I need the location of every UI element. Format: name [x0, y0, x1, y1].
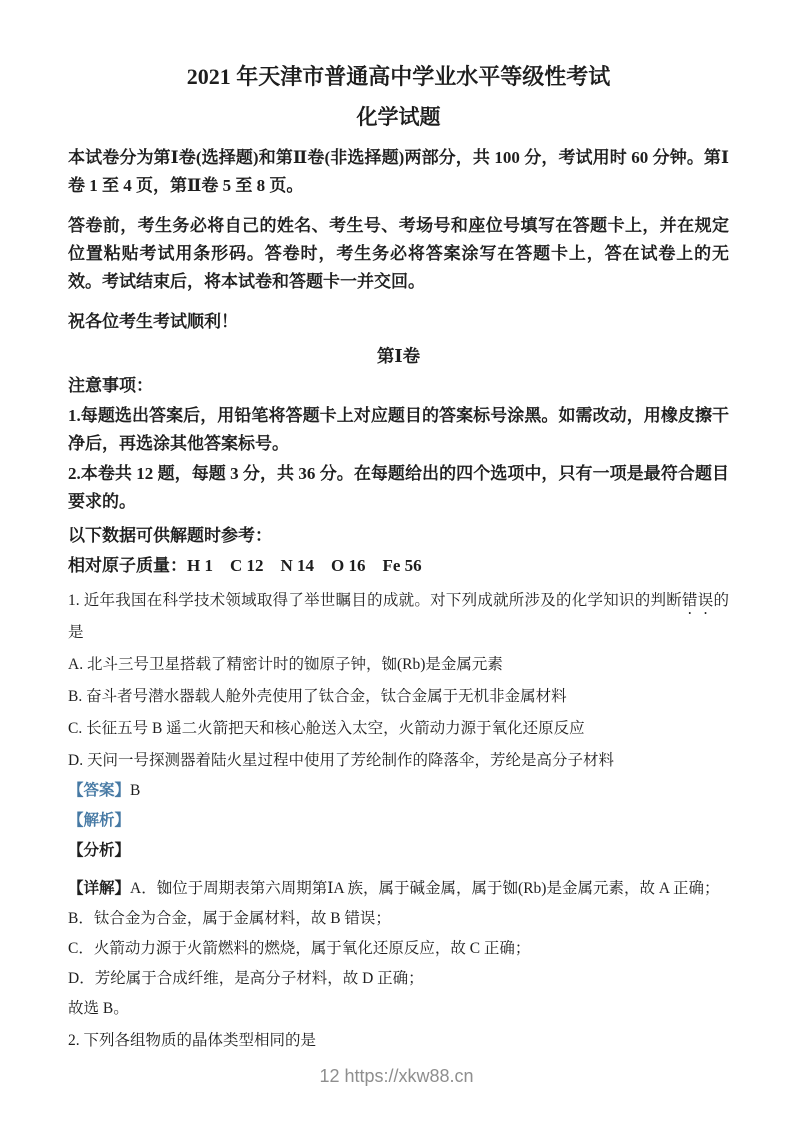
question-1-option-a: A. 北斗三号卫星搭载了精密计时的铷原子钟，铷(Rb)是金属元素: [68, 656, 503, 673]
answer-value: B: [130, 782, 141, 799]
intro-paragraph-answer-sheet-rules: 答卷前，考生务必将自己的姓名、考生号、考场号和座位号填写在答题卡上，并在规定位置粘贴考试用条形码。答卷时，考生务必将答案涂写在答题卡上，答在试卷上的无效。考试结束后，将本试卷和答题卡一并交回。: [68, 216, 729, 291]
detail-text-a: A．铷位于周期表第六周期第ⅠA 族，属于碱金属，属于铷(Rb)是金属元素，故 A 正确；: [130, 880, 720, 897]
detail-label: 【详解】: [68, 880, 131, 897]
notice-item-2: 2.本卷共 12 题，每题 3 分，共 36 分。在每题给出的四个选项中，只有一项是最符合题目要求的。: [68, 464, 729, 511]
notice-title: 注意事项：: [68, 376, 153, 395]
question-2-stem: 2. 下列各组物质的晶体类型相同的是: [68, 1032, 317, 1049]
question-1-stem: [68, 586, 729, 648]
detail-line-c: C．火箭动力源于火箭燃料的燃烧，属于氧化还原反应，故 C 正确；: [68, 940, 531, 957]
notice-item-1: 1.每题选出答案后，用铅笔将答题卡上对应题目的答案标号涂黑。如需改动，用橡皮擦干净后，再选涂其他答案标号。: [68, 406, 729, 453]
detail-line-b: B．钛合金为合金，属于金属材料，故 B 错误；: [68, 910, 391, 927]
answer-line: [68, 776, 729, 806]
question-1-stem-pre: 1. 近年我国在科学技术领域取得了举世瞩目的成就。对下列成就所涉及的化学知识的判断: [68, 592, 682, 609]
reference-note: 以下数据可供解题时参考：: [68, 526, 272, 545]
question-1: [68, 586, 729, 776]
doc-subtitle: 化学试题: [356, 105, 441, 129]
analysis-section-label-line: [68, 806, 729, 836]
question-1-stem-emphasis: 错误: [681, 592, 714, 609]
intro-paragraph-exam-structure: 本试卷分为第Ⅰ卷(选择题)和第Ⅱ卷(非选择题)两部分，共 100 分，考试用时 60 分钟。第Ⅰ卷 1 至 4 页，第Ⅱ卷 5 至 8 页。: [68, 148, 729, 195]
document-content: [68, 62, 729, 1056]
conclusion-line: 故选 B。: [68, 1000, 129, 1017]
page-title: 2021 年天津市普通高中学业水平等级性考试: [186, 64, 611, 89]
question-1-stem-post: 的是: [68, 592, 729, 641]
intro-paragraph-good-luck: 祝各位考生考试顺利！: [68, 312, 238, 331]
detail-line-d: D．芳纶属于合成纤维，是高分子材料，故 D 正确；: [68, 970, 424, 987]
section-heading-volume-1: 第Ⅰ卷: [376, 346, 421, 366]
fenxi-label-line: [68, 836, 729, 866]
question-1-option-b: B. 奋斗者号潜水器载人舱外壳使用了钛合金，钛合金属于无机非金属材料: [68, 688, 567, 705]
fenxi-label: 【分析】: [68, 842, 131, 859]
jiexi-label: 【解析】: [68, 812, 131, 829]
page-footer-watermark: 12 https://xkw88.cn: [319, 1066, 474, 1086]
detail-line-a: [68, 874, 729, 904]
question-1-option-c: C. 长征五号 B 遥二火箭把天和核心舱送入太空，火箭动力源于氧化还原反应: [68, 720, 585, 737]
answer-block-question-1: [68, 776, 729, 1024]
question-1-option-d: D. 天问一号探测器着陆火星过程中使用了芳纶制作的降落伞，芳纶是高分子材料: [68, 752, 614, 769]
answer-label: 【答案】: [68, 782, 131, 799]
atomic-mass-line: 相对原子质量：H 1 C 12 N 14 O 16 Fe 56: [68, 556, 422, 575]
